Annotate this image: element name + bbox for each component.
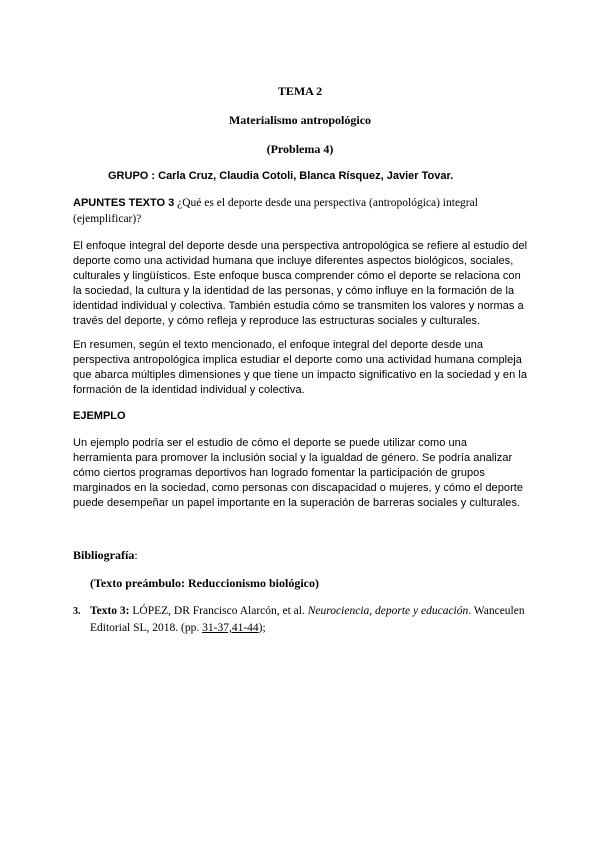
bibliografia-heading: Bibliografía	[73, 548, 135, 562]
preambulo-line: (Texto preámbulo: Reduccionismo biológico)	[90, 576, 320, 590]
entry-publisher: . Wanceulen Editorial SL, 2018. (pp.	[90, 605, 525, 634]
entry-text	[90, 603, 533, 637]
grupo-label: GRUPO :	[108, 170, 156, 182]
entry-pages-link[interactable]: 31-37,41-44	[202, 622, 259, 634]
paragraph-enfoque: El enfoque integral del deporte desde una perspectiva antropológica se refiere al estudio del deporte como una actividad humana que incluye diferentes aspectos biológicos, sociales, culturales y lingüísticos. Este enfoque busca comprender cómo el deporte se relaciona con la sociedad, la cultura y la identidad de las personas, y cómo influye en la formación de la identidad individual y colectiva. También estudia cómo se transmiten los valores y normas a través del deporte, y cómo refleja y reproduce las estructuras sociales y culturales.	[73, 240, 528, 327]
paragraph-resumen: En resumen, según el texto mencionado, el enfoque integral del deporte desde una perspectiva antropológica implica estudiar el deporte como una actividad humana compleja que abarca múltiples dimensiones y que tiene un impacto significativo en la sociedad y en la formación de la identidad individual y colectiva.	[73, 339, 528, 396]
subtitle: Materialismo antropológico	[228, 113, 372, 127]
entry-end: );	[258, 622, 266, 634]
apuntes-question-block	[73, 195, 529, 227]
problema-label: (Problema 4)	[266, 142, 334, 156]
bibliography-entry	[73, 603, 533, 637]
entry-label: Texto 3:	[90, 605, 130, 617]
tema-title: TEMA 2	[277, 84, 323, 98]
apuntes-question: ¿Qué es el deporte desde una perspectiva (antropológica) integral (ejemplificar)?	[73, 197, 478, 225]
apuntes-label: APUNTES TEXTO 3	[73, 197, 175, 209]
bibliografia-heading-line	[73, 548, 138, 563]
ejemplo-text: Un ejemplo podría ser el estudio de cómo el deporte se puede utilizar como una herramienta para promover la inclusión social y la igualdad de género. Se podría analizar cómo ciertos programas deportivos han logrado fomentar la participación de grupos marginados en la sociedad, como personas con discapacidad o mujeres, y cómo el deporte puede desempeñar un papel importante en la superación de barreras sociales y culturales.	[73, 437, 524, 509]
entry-book: Neurociencia, deporte y educación	[307, 605, 469, 617]
grupo-line	[108, 170, 453, 182]
ejemplo-heading: EJEMPLO	[73, 410, 126, 422]
entry-number: 3.	[73, 606, 81, 617]
entry-authors: LÓPEZ, DR Francisco Alarcón, et al.	[132, 605, 305, 617]
bibliografia-colon: :	[134, 548, 138, 562]
grupo-members: Carla Cruz, Claudia Cotoli, Blanca Rísquez, Javier Tovar.	[158, 170, 454, 182]
